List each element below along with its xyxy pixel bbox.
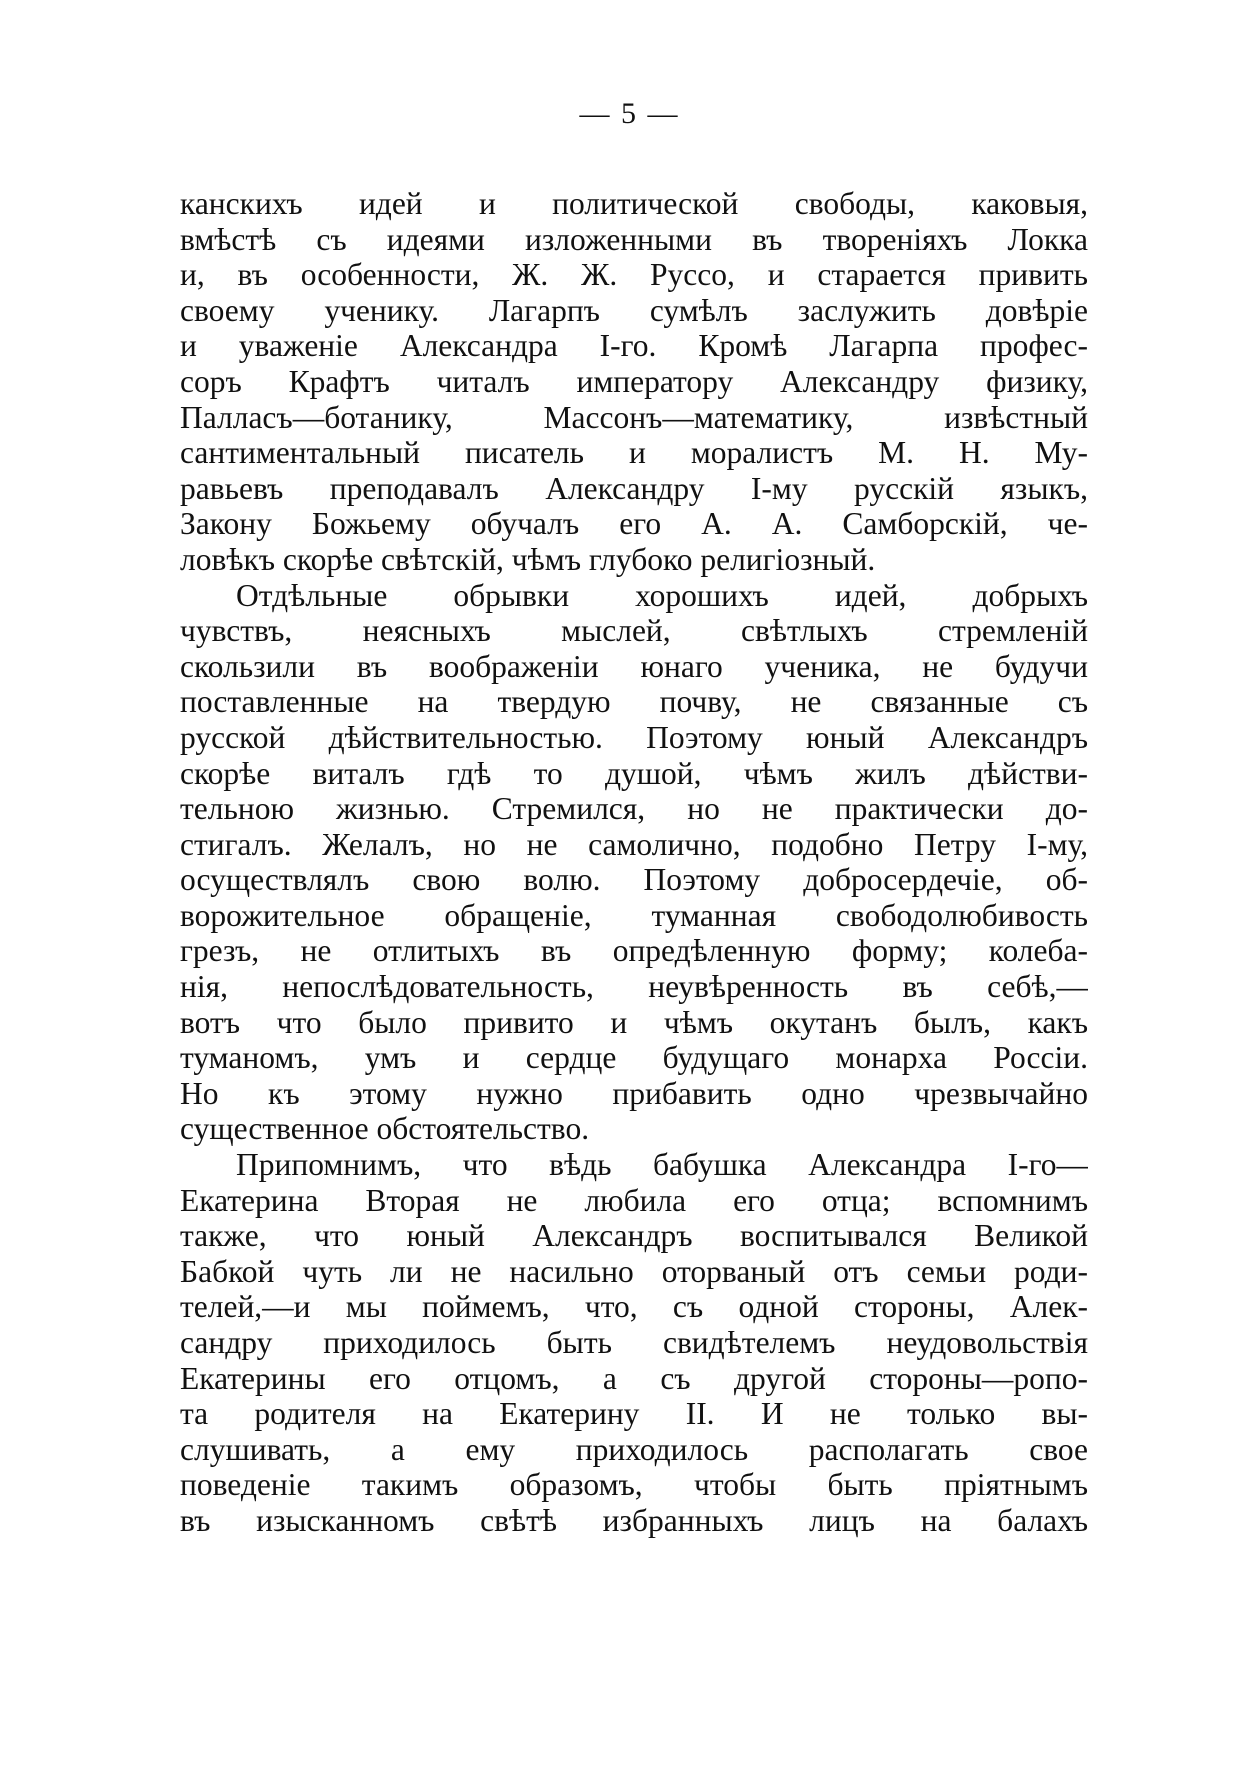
paragraph <box>180 186 1088 578</box>
text-line: Екатерина Вторая не любила его отца; вспомнимъ <box>180 1182 1088 1218</box>
text-line: грезъ, не отлитыхъ въ опредѣленную форму; колеба- <box>180 933 1088 969</box>
text-line: Отдѣльные обрывки хорошихъ идей, добрыхъ <box>236 577 1088 613</box>
text-line: сантиментальный писатель и моралистъ М. Н. Му- <box>180 435 1088 471</box>
text-line: въ изысканномъ свѣтѣ избранныхъ лицъ на балахъ <box>180 1502 1088 1538</box>
text-line: существенное обстоятельство. <box>180 1111 590 1147</box>
text-line: туманомъ, умъ и сердце будущаго монарха Россіи. <box>180 1040 1088 1076</box>
text-line: Закону Божьему обучалъ его А. А. Самборскій, че- <box>180 506 1088 542</box>
text-line: нія, непослѣдовательность, неувѣренность въ себѣ,— <box>180 969 1088 1005</box>
text-line: осуществлялъ свою волю. Поэтому добросердечіе, об- <box>180 862 1088 898</box>
body-text <box>180 186 1088 1539</box>
text-line: ловѣкъ скорѣе свѣтскій, чѣмъ глубоко религіозный. <box>180 541 876 577</box>
text-line: вотъ что было привито и чѣмъ окутанъ былъ, какъ <box>180 1004 1088 1040</box>
text-line: поставленные на твердую почву, не связанные съ <box>180 684 1088 720</box>
text-line: равьевъ преподавалъ Александру I-му русскій языкъ, <box>180 470 1088 506</box>
text-line: ворожительное обращеніе, туманная свободолюбивость <box>180 897 1088 933</box>
text-line: и, въ особенности, Ж. Ж. Руссо, и старается привить <box>180 257 1088 293</box>
text-line: Палласъ—ботанику, Массонъ—математику, извѣстный <box>180 399 1088 435</box>
paragraph <box>180 1147 1088 1539</box>
text-line: стигалъ. Желалъ, но не самолично, подобно Петру I-му, <box>180 826 1088 862</box>
text-line: поведеніе такимъ образомъ, чтобы быть пріятнымъ <box>180 1467 1088 1503</box>
page-number: — 5 — <box>579 97 680 130</box>
text-line: телей,—и мы поймемъ, что, съ одной стороны, Алек- <box>180 1289 1088 1325</box>
text-line: Но къ этому нужно прибавить одно чрезвычайно <box>180 1075 1088 1111</box>
text-line: сандру приходилось быть свидѣтелемъ неудовольствія <box>180 1325 1088 1360</box>
text-line: соръ Крафтъ читалъ императору Александру физику, <box>180 363 1088 399</box>
text-line: своему ученику. Лагарпъ сумѣлъ заслужить довѣріе <box>180 292 1088 328</box>
text-line: чувствъ, неясныхъ мыслей, свѣтлыхъ стремленій <box>180 613 1088 649</box>
text-line: скользили въ воображеніи юнаго ученика, не будучи <box>180 648 1088 684</box>
text-line: Припомнимъ, что вѣдь бабушка Александра I-го— <box>236 1147 1088 1183</box>
text-line: Бабкой чуть ли не насильно оторваный отъ семьи роди- <box>180 1253 1088 1289</box>
text-line: Екатерины его отцомъ, а съ другой стороны—ропо- <box>180 1360 1088 1396</box>
text-line: и уваженіе Александра I-го. Кромѣ Лагарпа профес- <box>180 328 1088 364</box>
text-line: скорѣе виталъ гдѣ то душой, чѣмъ жилъ дѣйстви- <box>180 755 1088 791</box>
paragraph <box>180 578 1088 1148</box>
text-line: вмѣстѣ съ идеями изложенными въ твореніяхъ Локка <box>180 221 1088 257</box>
text-line: слушивать, а ему приходилось располагать свое <box>180 1431 1088 1467</box>
text-line: канскихъ идей и политической свободы, каковыя, <box>180 186 1088 221</box>
text-line: та родителя на Екатерину II. И не только вы- <box>180 1396 1088 1432</box>
text-line: также, что юный Александръ воспитывался Великой <box>180 1218 1088 1254</box>
text-line: тельною жизнью. Стремился, но не практически до- <box>180 791 1088 827</box>
text-line: русской дѣйствительностью. Поэтому юный Александръ <box>180 719 1088 755</box>
